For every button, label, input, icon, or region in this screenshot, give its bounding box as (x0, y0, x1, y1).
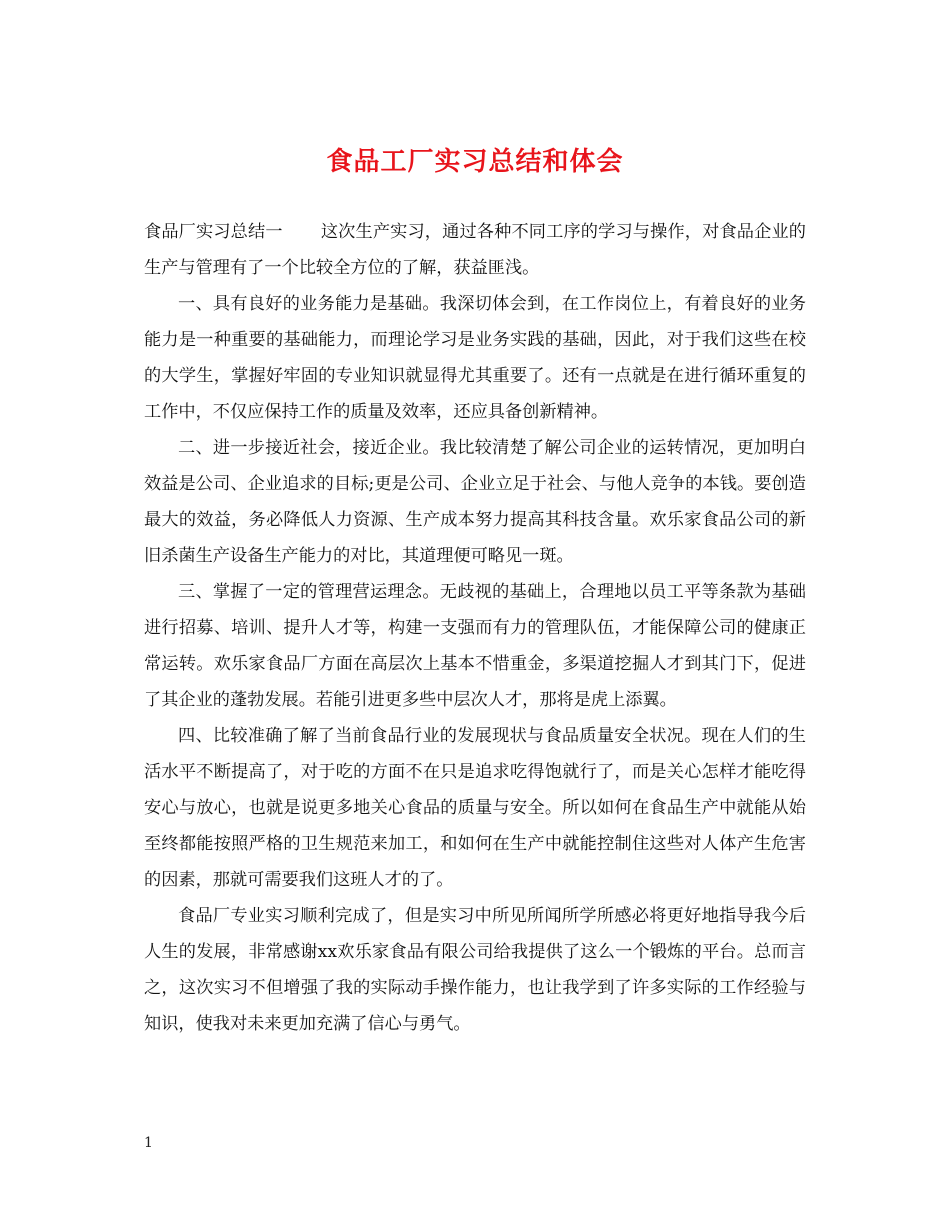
paragraph-1: 一、具有良好的业务能力是基础。我深切体会到，在工作岗位上，有着良好的业务能力是一种重要的基础能力，而理论学习是业务实践的基础，因此，对于我们这些在校的大学生，掌握好牢固的专业知识就显得尤其重要了。还有一点就是在进行循环重复的工作中，不仅应保持工作的质量及效率，还应具备创新精神。 (144, 294, 806, 422)
intro-text: 这次生产实习，通过各种不同工序的学习与操作，对食品企业的生产与管理有了一个比较全方位的了解，获益匪浅。 (144, 222, 806, 278)
paragraph-5: 食品厂专业实习顺利完成了，但是实习中所见所闻所学所感必将更好地指导我今后人生的发展，非常感谢xx欢乐家食品有限公司给我提供了这么一个锻炼的平台。总而言之，这次实习不但增强了我的实际动手操作能力，也让我学到了许多实际的工作经验与知识，使我对未来更加充满了信心与勇气。 (144, 906, 806, 1034)
intro-lead: 食品厂实习总结一 (144, 222, 283, 242)
paragraph-4: 四、比较准确了解了当前食品行业的发展现状与食品质量安全状况。现在人们的生活水平不断提高了，对于吃的方面不在只是追求吃得饱就行了，而是关心怎样才能吃得安心与放心，也就是说更多地关心食品的质量与安全。所以如何在食品生产中就能从始至终都能按照严格的卫生规范来加工，和如何在生产中就能控制住这些对人体产生危害的因素，那就可需要我们这班人才的了。 (144, 726, 806, 890)
document-body (144, 214, 806, 1042)
document-title: 食品工厂实习总结和体会 (326, 147, 624, 177)
intro-paragraph (144, 214, 806, 286)
paragraph-3: 三、掌握了一定的管理营运理念。无歧视的基础上，合理地以员工平等条款为基础进行招募、培训、提升人才等，构建一支强而有力的管理队伍，才能保障公司的健康正常运转。欢乐家食品厂方面在高层次上基本不惜重金，多渠道挖掘人才到其门下，促进了其企业的蓬勃发展。若能引进更多些中层次人才，那将是虎上添翼。 (144, 582, 806, 710)
paragraph-2: 二、进一步接近社会，接近企业。我比较清楚了解公司企业的运转情况，更加明白效益是公司、企业追求的目标;更是公司、企业立足于社会、与他人竞争的本钱。要创造最大的效益，务必降低人力资源、生产成本努力提高其科技含量。欢乐家食品公司的新旧杀菌生产设备生产能力的对比，其道理便可略见一斑。 (144, 438, 806, 566)
page-number: 1 (144, 1135, 153, 1151)
